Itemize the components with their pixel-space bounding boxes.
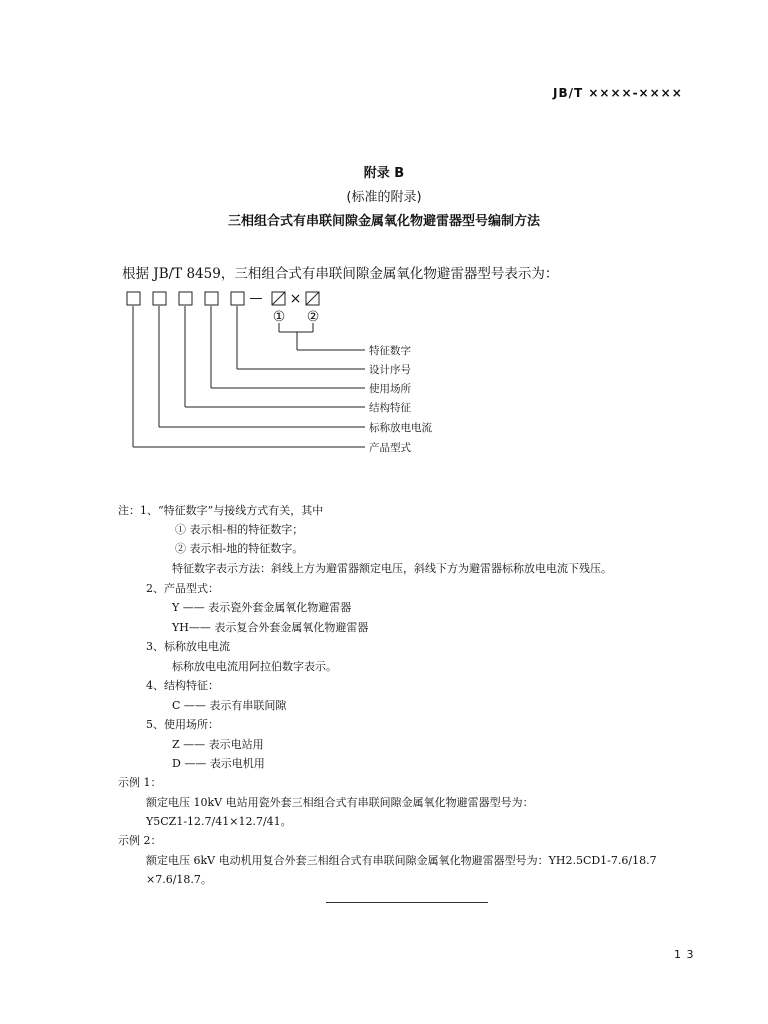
note-4-a: C —— 表示有串联间隙 bbox=[172, 699, 287, 712]
note-5-a: Z —— 表示电站用 bbox=[172, 738, 264, 751]
times-sign: × bbox=[289, 291, 302, 307]
circle-one-mark: ① bbox=[272, 309, 286, 325]
appendix-title: 附录 B bbox=[363, 166, 405, 181]
example-1-text: 额定电压 10kV 电站用瓷外套三相组合式有串联间隙金属氧化物避雷器型号为： bbox=[146, 796, 534, 809]
label-product-type: 产品型式 bbox=[369, 442, 411, 454]
standard-code-header: JB/T ××××-×××× bbox=[553, 86, 683, 100]
appendix-heading: 三相组合式有串联间隙金属氧化物避雷器型号编制方法 bbox=[227, 214, 540, 229]
code-box-2 bbox=[153, 292, 166, 305]
note-2: 2、产品型式： bbox=[146, 582, 219, 595]
code-box-5 bbox=[231, 292, 244, 305]
code-box-1 bbox=[127, 292, 140, 305]
page-number: 1 3 bbox=[674, 948, 695, 961]
note-3: 3、标称放电电流 bbox=[146, 640, 230, 653]
appendix-subtitle: (标准的附录) bbox=[346, 190, 422, 205]
end-rule-divider bbox=[326, 902, 488, 903]
note-4: 4、结构特征： bbox=[146, 679, 219, 692]
example-2-text: 额定电压 6kV 电动机用复合外套三相组合式有串联间隙金属氧化物避雷器型号为：YH2.5CD1-7.6/18.7 bbox=[146, 854, 657, 867]
note-2-b: YH—— 表示复合外套金属氧化物避雷器 bbox=[172, 621, 369, 634]
note-5-b: D —— 表示电机用 bbox=[172, 757, 265, 770]
label-design-serial: 设计序号 bbox=[369, 364, 411, 376]
example-2-continuation: ×7.6/18.7。 bbox=[146, 873, 212, 886]
note-3-a: 标称放电电流用阿拉伯数字表示。 bbox=[172, 660, 337, 673]
label-nominal-discharge-current: 标称放电电流 bbox=[369, 422, 432, 434]
example-1-title: 示例 1： bbox=[118, 776, 162, 789]
note-1: 注：1、“特征数字”与接线方式有关，其中 bbox=[118, 504, 324, 517]
code-box-4 bbox=[205, 292, 218, 305]
note-1-c: 特征数字表示方法：斜线上方为避雷器额定电压，斜线下方为避雷器标称放电电流下残压。 bbox=[172, 562, 612, 575]
note-5: 5、使用场所： bbox=[146, 718, 219, 731]
circle-two-mark: ② bbox=[306, 309, 320, 325]
note-2-a: Y —— 表示瓷外套金属氧化物避雷器 bbox=[172, 601, 352, 614]
label-characteristic-number: 特征数字 bbox=[369, 345, 411, 357]
note-1-a: ① 表示相-相的特征数字； bbox=[175, 523, 304, 536]
intro-paragraph: 根据 JB/T 8459，三相组合式有串联间隙金属氧化物避雷器型号表示为： bbox=[122, 266, 559, 282]
label-structure-feature: 结构特征 bbox=[369, 402, 411, 414]
example-1-model: Y5CZ1-12.7/41×12.7/41。 bbox=[146, 815, 292, 828]
example-2-title: 示例 2： bbox=[118, 834, 162, 847]
code-box-3 bbox=[179, 292, 192, 305]
note-1-b: ② 表示相-地的特征数字。 bbox=[175, 542, 304, 555]
label-usage-location: 使用场所 bbox=[369, 383, 411, 395]
